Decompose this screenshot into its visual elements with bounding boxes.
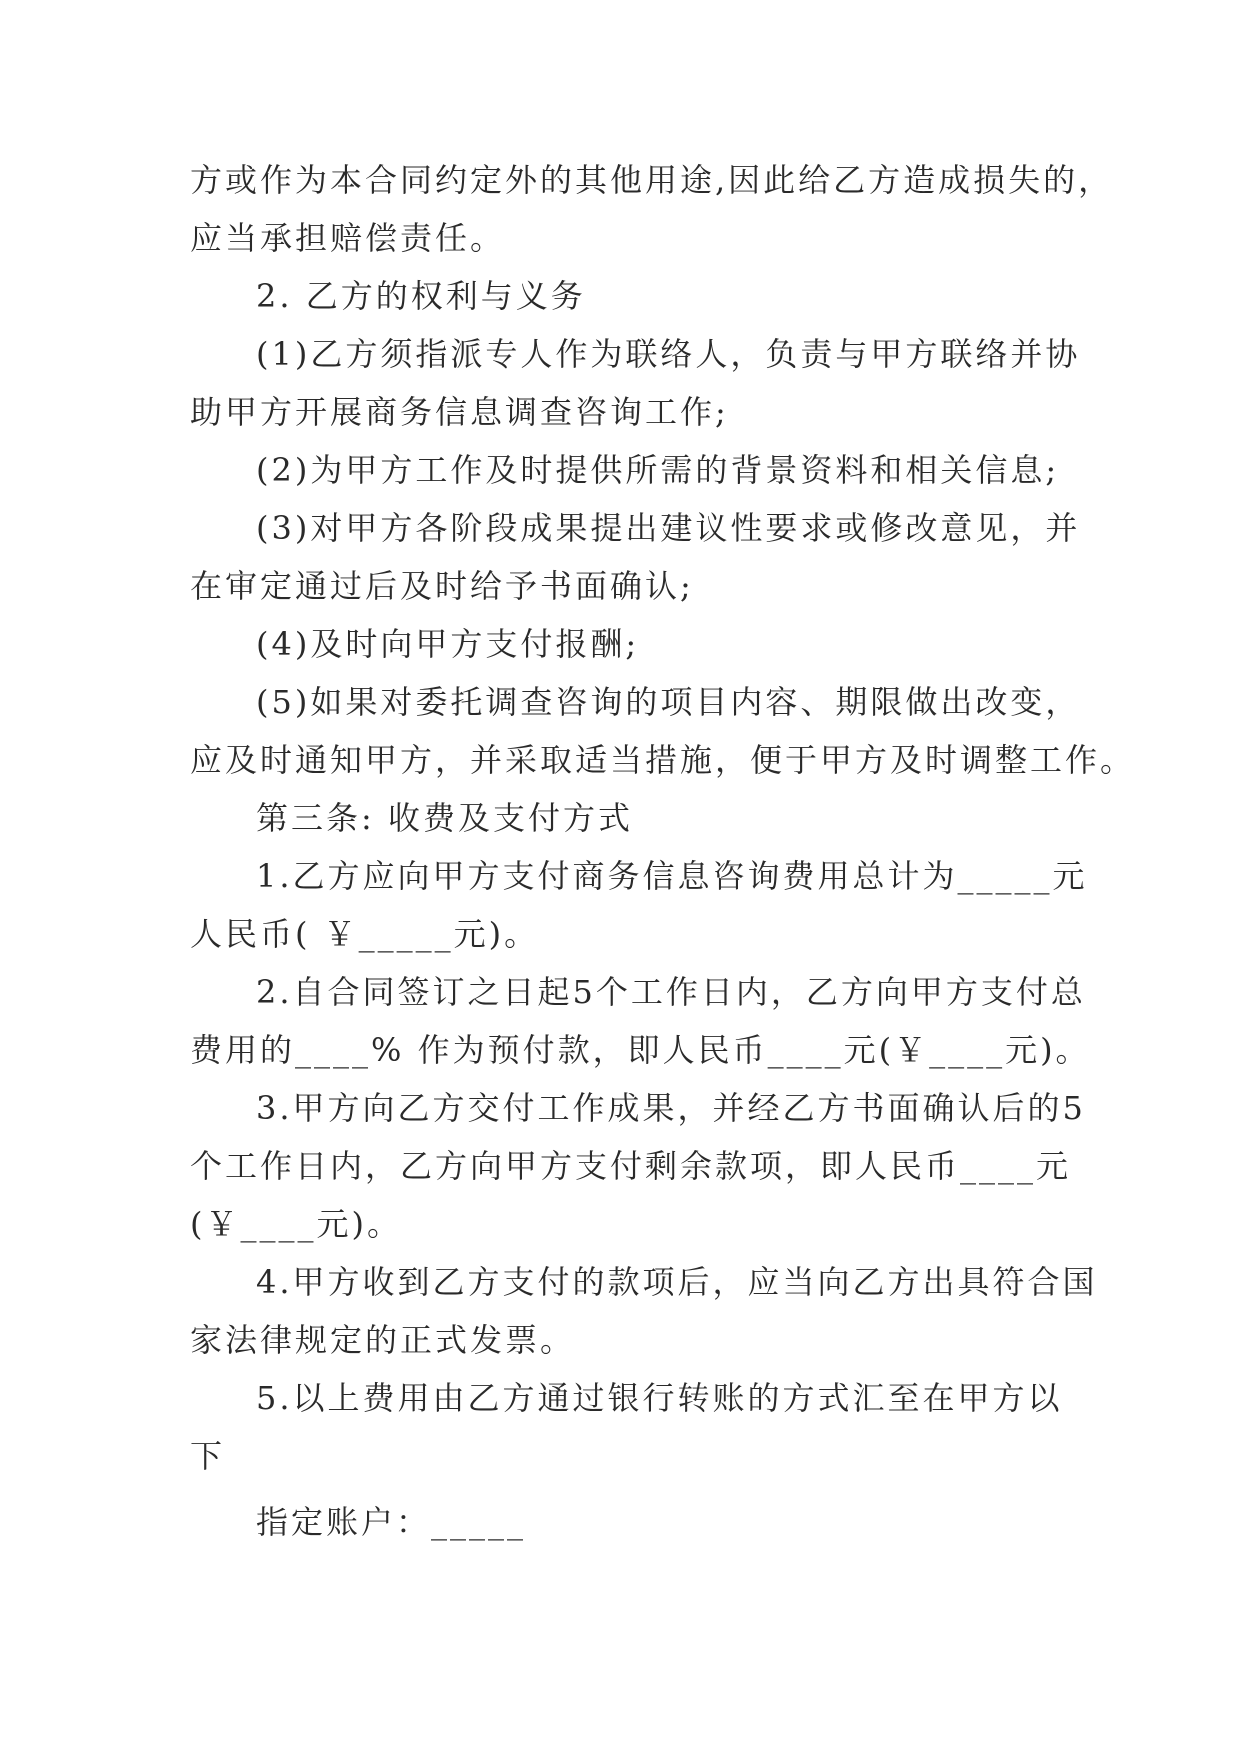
text-line: 人民币( ￥_____元)。 <box>190 915 540 953</box>
section-heading: 2. 乙方的权利与义务 <box>256 277 586 315</box>
text-line: 费用的____% 作为预付款，即人民币____元(￥____元)。 <box>190 1031 1091 1069</box>
text-line: 应当承担赔偿责任。 <box>190 219 506 257</box>
text-line: 在审定通过后及时给予书面确认; <box>190 567 694 605</box>
text-line: (1)乙方须指派专人作为联络人，负责与甲方联络并协 <box>256 335 1081 373</box>
text-line: 下 <box>190 1437 226 1475</box>
text-line: 方或作为本合同约定外的其他用途,因此给乙方造成损失的， <box>190 161 1114 199</box>
text-line: 4.甲方收到乙方支付的款项后，应当向乙方出具符合国 <box>256 1263 1098 1301</box>
text-line: 5.以上费用由乙方通过银行转账的方式汇至在甲方以 <box>256 1379 1063 1417</box>
text-line: 应及时通知甲方，并采取适当措施，便于甲方及时调整工作。 <box>190 741 1136 779</box>
account-line: 指定账户：_____ <box>256 1503 527 1541</box>
article-heading: 第三条: 收费及支付方式 <box>256 799 633 837</box>
text-line: 1.乙方应向甲方支付商务信息咨询费用总计为_____元 <box>256 857 1088 895</box>
text-line: (3)对甲方各阶段成果提出建议性要求或修改意见，并 <box>256 509 1081 547</box>
text-line: 个工作日内，乙方向甲方支付剩余款项，即人民币____元 <box>190 1147 1072 1185</box>
text-line: (5)如果对委托调查咨询的项目内容、期限做出改变， <box>256 683 1081 721</box>
text-line: 3.甲方向乙方交付工作成果，并经乙方书面确认后的5 <box>256 1089 1086 1127</box>
text-line: 2.自合同签订之日起5个工作日内，乙方向甲方支付总 <box>256 973 1086 1011</box>
text-line: (4)及时向甲方支付报酬; <box>256 625 640 663</box>
text-line: 助甲方开展商务信息调查咨询工作; <box>190 393 729 431</box>
text-line: (￥____元)。 <box>190 1205 402 1243</box>
text-line: (2)为甲方工作及时提供所需的背景资料和相关信息; <box>256 451 1060 489</box>
text-line: 家法律规定的正式发票。 <box>190 1321 576 1359</box>
